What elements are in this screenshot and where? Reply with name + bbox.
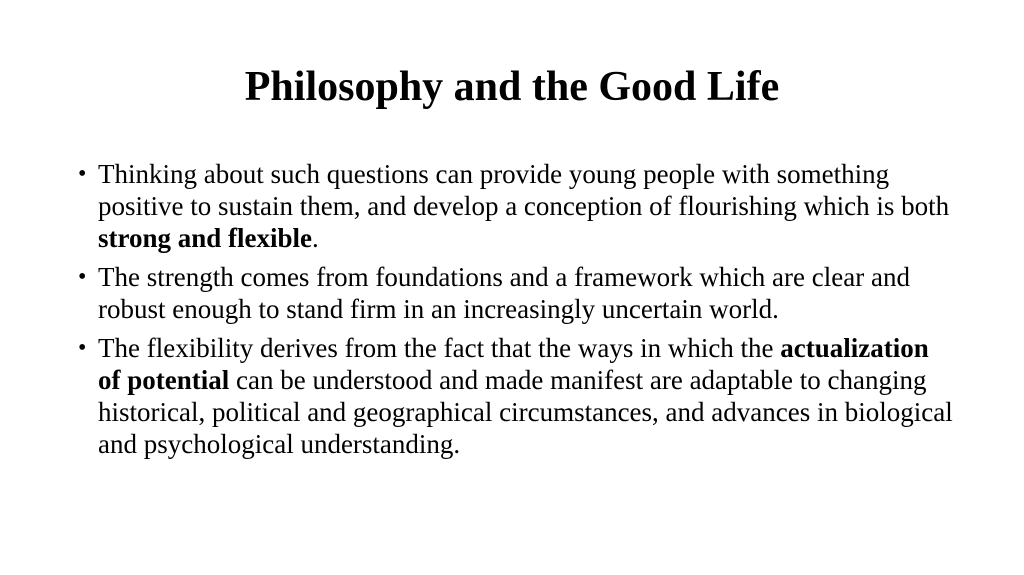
bullet-list xyxy=(78,158,958,467)
bullet-text-part: can be understood and made manifest are adaptable to changing historical, political and geographical circumstances, and advances in biological and psychological understanding. xyxy=(98,365,953,459)
bullet-icon: • xyxy=(78,335,87,361)
bullet-text xyxy=(98,159,949,253)
bullet-text-part: The strength comes from foundations and a framework which are clear and robust enough to stand firm in an increasingly uncertain world. xyxy=(98,262,910,324)
bullet-bold-text: strong and flexible xyxy=(98,223,313,253)
bullet-text-part: . xyxy=(312,223,319,253)
bullet-bold-text: actualization of potential xyxy=(98,333,929,395)
bullet-icon: • xyxy=(78,264,87,290)
slide-title: Philosophy and the Good Life xyxy=(244,64,780,110)
bullet-item-3 xyxy=(78,332,958,460)
bullet-text-part: The flexibility derives from the fact that the ways in which the xyxy=(98,333,781,363)
bullet-item-2 xyxy=(78,261,958,325)
bullet-icon: • xyxy=(78,161,87,187)
bullet-text xyxy=(98,262,910,324)
bullet-item-1 xyxy=(78,158,958,254)
bullet-text-part: Thinking about such questions can provide young people with something positive to sustain them, and develop a conception of flourishing which is both xyxy=(98,159,950,221)
bullet-text xyxy=(98,333,953,459)
